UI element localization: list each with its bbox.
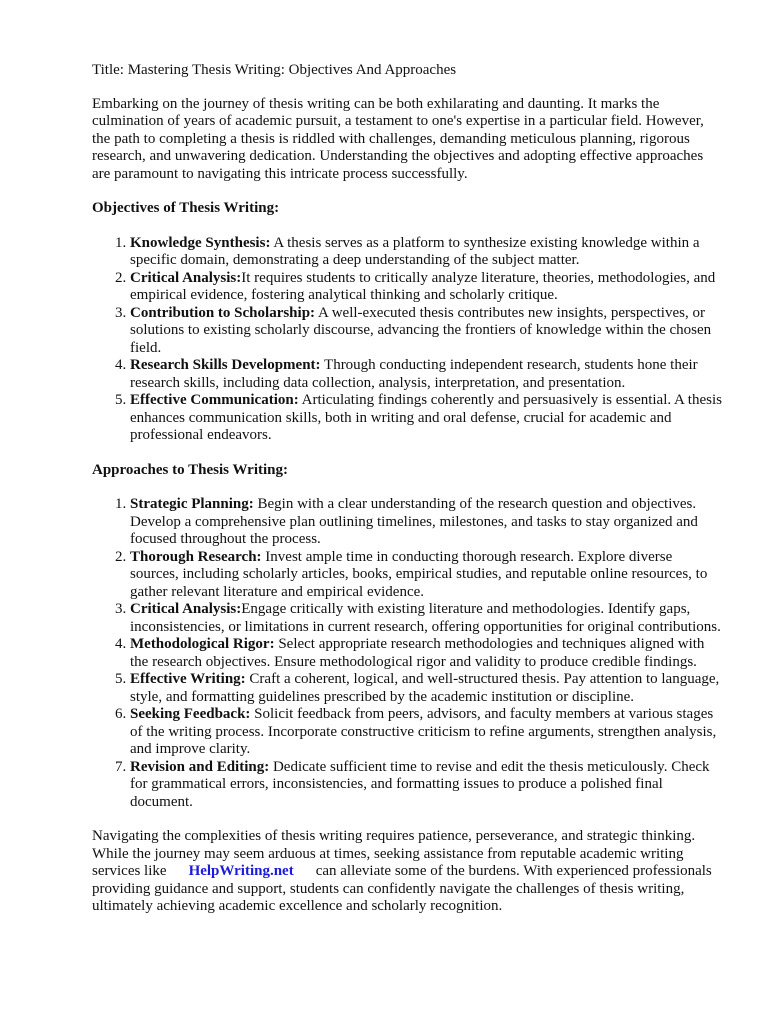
approach-text: Craft a coherent, logical, and well-structured thesis. Pay attention to language, style, and formatting guidelines prescribed by the academic institution or discipline. — [130, 671, 720, 705]
approach-item-2 — [130, 549, 722, 602]
closing-paragraph — [92, 828, 722, 916]
objectives-heading: Objectives of Thesis Writing: — [92, 200, 280, 216]
approach-label: Seeking Feedback: — [130, 706, 251, 722]
approach-text: Select appropriate research methodologies and techniques aligned with the research objectives. Ensure methodological rigor and validity to produce credible findings. — [130, 636, 705, 670]
closing-text-before: Navigating the complexities of thesis writing requires patience, perseverance, and strategic thinking. While the journey may seem arduous at times, seeking assistance from reputable academic writing services like — [92, 828, 696, 879]
objective-text: It requires students to critically analyze literature, theories, methodologies, and empirical evidence, fostering analytical thinking and scholarly critique. — [130, 269, 716, 303]
approach-label: Revision and Editing: — [130, 758, 270, 775]
objective-label: Contribution to Scholarship: — [130, 304, 316, 321]
approach-label: Critical Analysis: — [130, 601, 242, 617]
objective-item-1 — [130, 235, 722, 270]
objective-label: Critical Analysis: — [130, 269, 242, 286]
helpwriting-link[interactable]: HelpWriting.net — [188, 863, 294, 879]
approach-text: Engage critically with existing literature and methodologies. Identify gaps, inconsistencies, or limitations in current research, offering opportunities for original contributions. — [130, 601, 721, 635]
approach-item-7 — [130, 759, 722, 812]
approach-label: Methodological Rigor: — [130, 636, 275, 652]
document-title: Title: Mastering Thesis Writing: Objectives And Approaches — [92, 62, 457, 78]
objectives-list — [92, 235, 722, 445]
approach-item-3 — [130, 601, 722, 636]
approach-text: Dedicate sufficient time to revise and edit the thesis meticulously. Check for grammatical errors, inconsistencies, and formatting issues to produce a polished final document. — [130, 758, 710, 810]
objective-text: A well-executed thesis contributes new insights, perspectives, or solutions to existing scholarly discourse, advancing the frontiers of knowledge within the chosen field. — [130, 304, 712, 356]
approach-text: Invest ample time in conducting thorough research. Explore diverse sources, including scholarly articles, books, empirical studies, and reputable online resources, to gather relevant literature and empirical evidence. — [130, 548, 708, 600]
approach-item-1 — [130, 496, 722, 549]
objective-label: Research Skills Development: — [130, 357, 321, 373]
closing-text-after: can alleviate some of the burdens. With experienced professionals providing guidance and support, students can confidently navigate the challenges of thesis writing, ultimately achieving academic excellence and scholarly recognition. — [92, 863, 712, 914]
approach-text: Solicit feedback from peers, advisors, and faculty members at various stages of the writing process. Incorporate constructive criticism to refine arguments, strengthen analysis, and improve clarity. — [130, 706, 717, 757]
approach-item-5 — [130, 671, 722, 706]
objective-item-4 — [130, 357, 722, 392]
document-page — [92, 62, 722, 916]
objective-label: Knowledge Synthesis: — [130, 234, 271, 251]
objective-label: Effective Communication: — [130, 392, 299, 408]
approach-label: Thorough Research: — [130, 548, 262, 565]
intro-paragraph: Embarking on the journey of thesis writing can be both exhilarating and daunting. It marks the culmination of years of academic pursuit, a testament to one's expertise in a particular field. However, the path to completing a thesis is riddled with challenges, demanding meticulous planning, rigorous research, and unwavering dedication. Understanding the objectives and adopting effective approaches are paramount to navigating this intricate process successfully. — [92, 95, 704, 182]
objective-item-3 — [130, 305, 722, 358]
approaches-list — [92, 496, 722, 811]
approach-item-4 — [130, 636, 722, 671]
objective-text: A thesis serves as a platform to synthesize existing knowledge within a specific domain, demonstrating a deep understanding of the subject matter. — [130, 234, 700, 268]
objective-text: Through conducting independent research, students hone their research skills, including data collection, analysis, interpretation, and presentation. — [130, 357, 698, 391]
objective-item-5 — [130, 392, 722, 445]
approach-label: Effective Writing: — [130, 671, 246, 687]
approach-item-6 — [130, 706, 722, 759]
approach-label: Strategic Planning: — [130, 496, 254, 512]
approaches-heading: Approaches to Thesis Writing: — [92, 461, 289, 478]
objective-item-2 — [130, 270, 722, 305]
objective-text: Articulating findings coherently and persuasively is essential. A thesis enhances communication skills, both in writing and oral defense, crucial for academic and professional endeavors. — [130, 392, 722, 443]
approach-text: Begin with a clear understanding of the research question and objectives. Develop a comprehensive plan outlining timelines, milestones, and tasks to stay organized and focused throughout the process. — [130, 496, 698, 547]
